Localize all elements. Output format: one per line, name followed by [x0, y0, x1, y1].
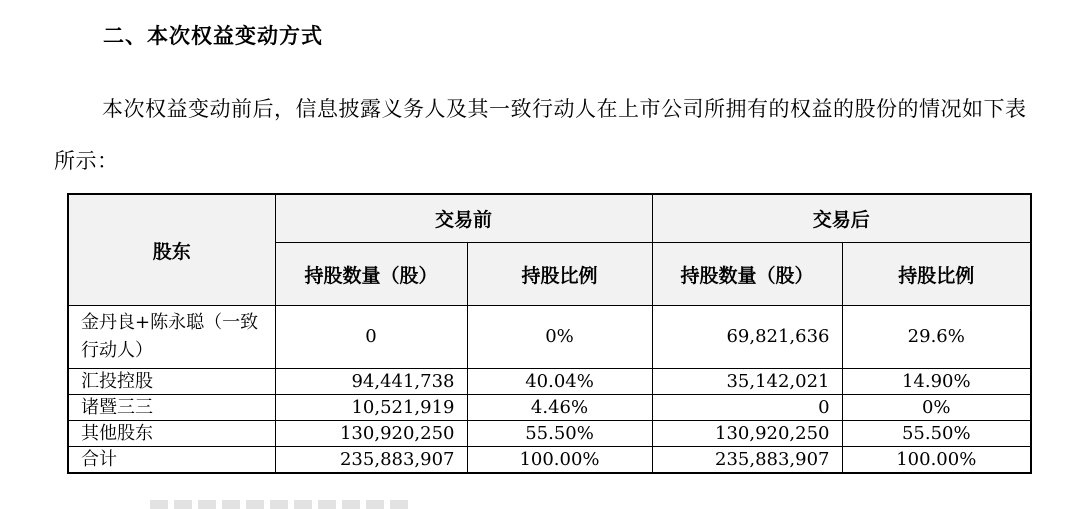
row-before-shares: 94,441,738 — [275, 369, 467, 395]
header-before-transaction: 交易前 — [275, 194, 652, 243]
row-shareholder-name: 金丹良+陈永聪（一致行动人） — [68, 306, 275, 369]
header-before-shares: 持股数量（股） — [275, 243, 467, 306]
row-after-ratio: 55.50% — [842, 421, 1031, 447]
row-shareholder-name: 其他股东 — [68, 421, 275, 447]
row-after-shares: 35,142,021 — [652, 369, 842, 395]
row-after-shares: 130,920,250 — [652, 421, 842, 447]
row-before-ratio: 40.04% — [467, 369, 652, 395]
header-after-transaction: 交易后 — [652, 194, 1031, 243]
table-header-row-groups — [68, 194, 1031, 243]
table-row-total — [68, 447, 1031, 474]
row-after-shares: 69,821,636 — [652, 306, 842, 369]
row-after-ratio: 29.6% — [842, 306, 1031, 369]
section-paragraph — [54, 83, 1044, 187]
shareholding-table — [67, 193, 1032, 474]
row-before-shares: 10,521,919 — [275, 395, 467, 421]
row-before-shares: 0 — [275, 306, 467, 369]
row-before-ratio: 0% — [467, 306, 652, 369]
table-row — [68, 306, 1031, 369]
row-shareholder-name: 汇投控股 — [68, 369, 275, 395]
table-row — [68, 395, 1031, 421]
paragraph-text: 本次权益变动前后，信息披露义务人及其一致行动人在上市公司所拥有的权益的股份的情况如下表所示： — [54, 97, 1027, 173]
section-heading: 二、本次权益变动方式 — [103, 23, 323, 48]
row-after-ratio: 14.90% — [842, 369, 1031, 395]
cut-off-text-line — [150, 500, 410, 509]
header-after-shares: 持股数量（股） — [652, 243, 842, 306]
row-before-ratio: 55.50% — [467, 421, 652, 447]
header-after-ratio: 持股比例 — [842, 243, 1031, 306]
row-after-shares: 235,883,907 — [652, 447, 842, 474]
row-after-shares: 0 — [652, 395, 842, 421]
row-shareholder-name: 合计 — [68, 447, 275, 474]
table-row — [68, 421, 1031, 447]
row-after-ratio: 0% — [842, 395, 1031, 421]
row-before-ratio: 4.46% — [467, 395, 652, 421]
row-after-ratio: 100.00% — [842, 447, 1031, 474]
row-before-ratio: 100.00% — [467, 447, 652, 474]
row-shareholder-name: 诸暨三三 — [68, 395, 275, 421]
header-before-ratio: 持股比例 — [467, 243, 652, 306]
row-before-shares: 130,920,250 — [275, 421, 467, 447]
table-row — [68, 369, 1031, 395]
header-shareholder: 股东 — [68, 194, 275, 306]
row-before-shares: 235,883,907 — [275, 447, 467, 474]
